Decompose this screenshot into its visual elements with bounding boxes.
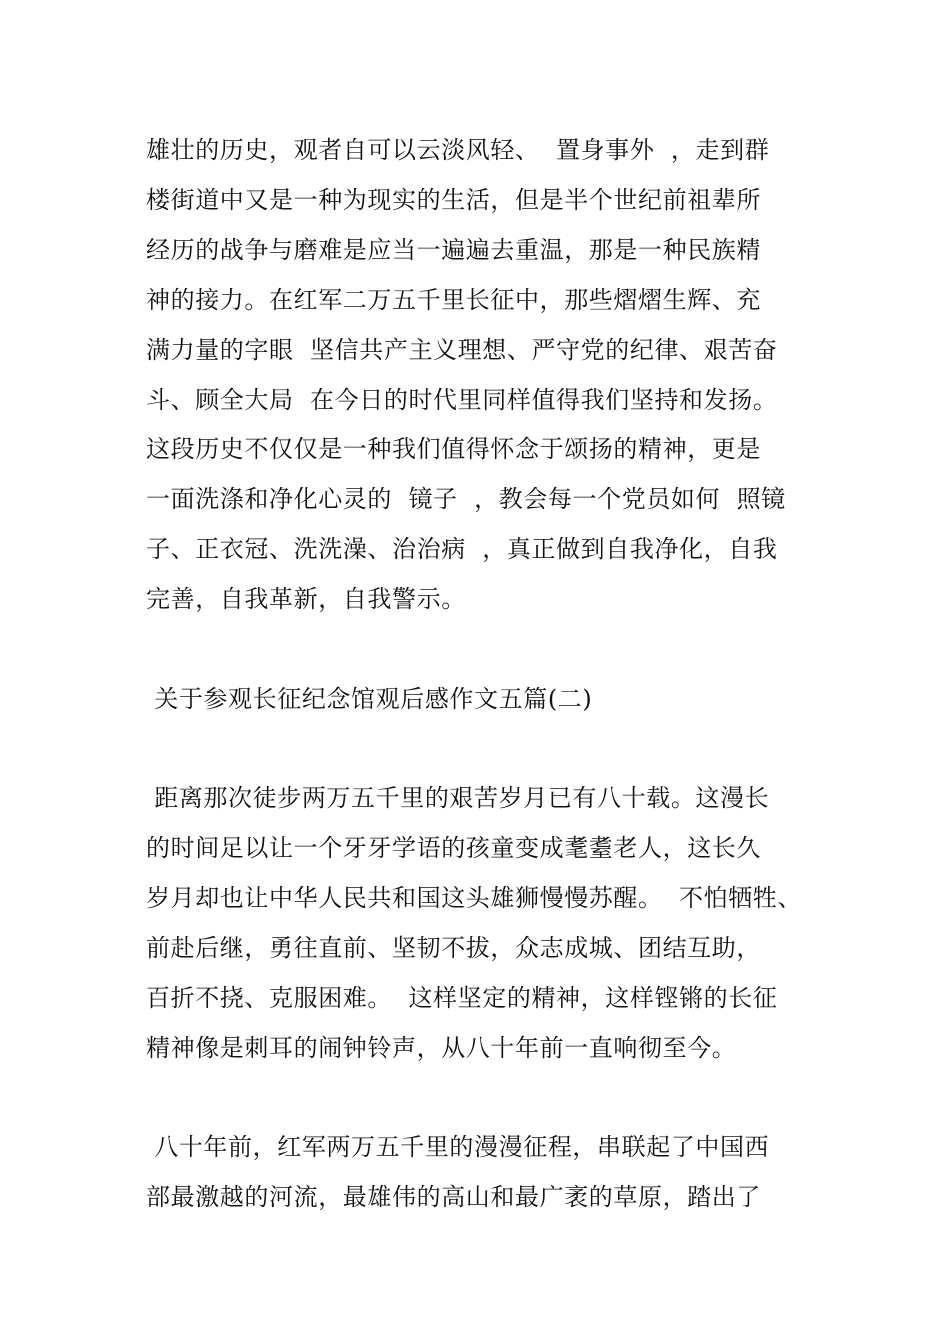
- paragraph-line: 经历的战争与磨难是应当一遍遍去重温，那是一种民族精: [146, 236, 761, 264]
- paragraph-line: 精神像是刺耳的闹钟铃声，从八十年前一直响彻至今。: [146, 1034, 737, 1062]
- paragraph-line: 前赴后继，勇往直前、坚韧不拔，众志成城、团结互助，: [146, 934, 761, 962]
- paragraph-line: 百折不挠、克服困难。 这样坚定的精神，这样铿锵的长征: [146, 984, 778, 1012]
- paragraph-line: 雄壮的历史，观者自可以云淡风轻、 置身事外 ，走到群: [146, 136, 770, 164]
- paragraph-line: 子、正衣冠、洗洗澡、治治病 ，真正做到自我净化，自我: [146, 535, 778, 563]
- paragraph-line: 距离那次徒步两万五千里的艰苦岁月已有八十载。这漫长: [146, 784, 770, 812]
- paragraph-line: 这段历史不仅仅是一种我们值得怀念于颂扬的精神，更是: [146, 435, 761, 463]
- paragraph-line: 一面洗涤和净化心灵的 镜子 ，教会每一个党员如何 照镜: [146, 485, 786, 513]
- paragraph-line: 的时间足以让一个牙牙学语的孩童变成耄耋老人，这长久: [146, 834, 761, 862]
- paragraph-line: 部最激越的河流，最雄伟的高山和最广袤的草原，踏出了: [146, 1183, 761, 1211]
- paragraph-line: 完善，自我革新，自我警示。: [146, 585, 466, 613]
- paragraph-line: 八十年前，红军两万五千里的漫漫征程，串联起了中国西: [146, 1133, 770, 1161]
- paragraph-line: 斗、顾全大局 在今日的时代里同样值得我们坚持和发扬。: [146, 386, 778, 414]
- paragraph-line: 神的接力。在红军二万五千里长征中，那些熠熠生辉、充: [146, 286, 761, 314]
- section-heading: 关于参观长征纪念馆观后感作文五篇(二): [146, 685, 593, 713]
- paragraph-line: 岁月却也让中华人民共和国这头雄狮慢慢苏醒。 不怕牺牲、: [146, 884, 803, 912]
- paragraph-line: 楼街道中又是一种为现实的生活，但是半个世纪前祖辈所: [146, 186, 761, 214]
- paragraph-line: 满力量的字眼 坚信共产主义理想、严守党的纪律、艰苦奋: [146, 336, 778, 364]
